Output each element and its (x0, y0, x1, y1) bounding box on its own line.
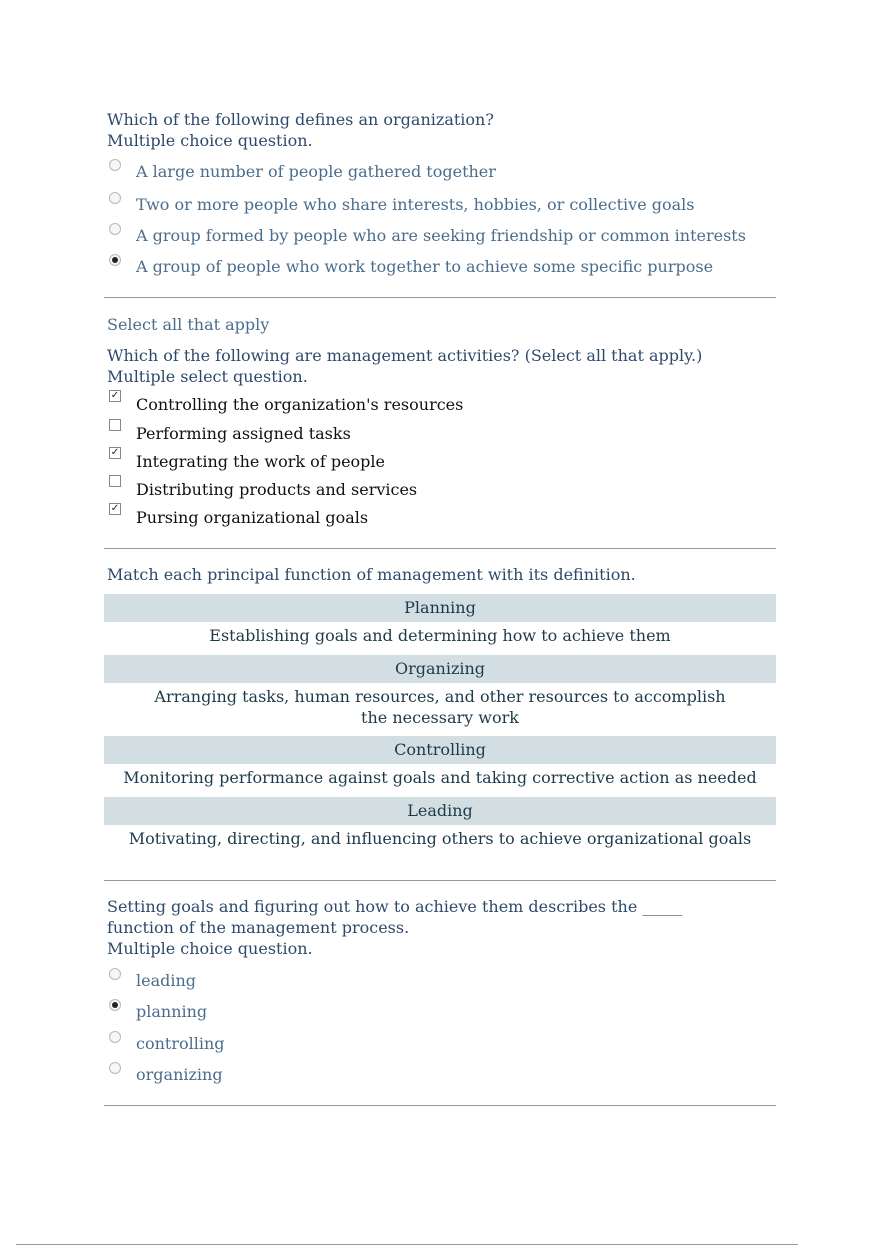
term-leading[interactable]: Leading (104, 797, 776, 825)
question-1 (104, 109, 776, 276)
question-4-type: Multiple choice question. (107, 939, 313, 958)
q2-option-label: Performing assigned tasks (136, 424, 351, 443)
divider (104, 880, 776, 881)
radio-button[interactable] (109, 968, 121, 980)
term-organizing[interactable]: Organizing (104, 655, 776, 683)
select-all-instruction: Select all that apply (107, 315, 270, 334)
divider (104, 548, 776, 549)
matching-table (104, 594, 776, 854)
checkbox-checked[interactable]: ✓ (110, 447, 120, 458)
question-2-type: Multiple select question. (107, 367, 308, 386)
q2-option-label: Controlling the organization's resources (136, 395, 464, 414)
q4-option-label: leading (136, 971, 197, 990)
q2-option-label: Distributing products and services (136, 480, 418, 499)
checkbox-checked[interactable]: ✓ (110, 390, 120, 401)
question-1-type: Multiple choice question. (107, 131, 313, 150)
q1-option-label: Two or more people who share interests, hobbies, or collective goals (136, 195, 695, 214)
q4-option-label: controlling (136, 1034, 225, 1053)
question-1-text: Which of the following defines an organization? (107, 110, 494, 129)
q4-option-label: organizing (136, 1065, 223, 1084)
checkbox-checked[interactable]: ✓ (110, 503, 120, 514)
radio-button[interactable] (109, 159, 121, 171)
radio-button[interactable] (109, 192, 121, 204)
question-4-text: Setting goals and figuring out how to achieve them describes the _____ function of the management process. (107, 897, 683, 937)
definition-controlling: Monitoring performance against goals and taking corrective action as needed (123, 768, 757, 787)
radio-button-selected[interactable] (109, 254, 121, 266)
divider (104, 297, 776, 298)
q4-option-label: planning (136, 1002, 208, 1021)
question-3-text: Match each principal function of management with its definition. (107, 565, 636, 584)
q2-option-label: Pursing organizational goals (136, 508, 369, 527)
question-3 (104, 564, 776, 585)
checkbox[interactable] (109, 475, 121, 487)
definition-organizing: Arranging tasks, human resources, and other resources to accomplish the necessary work (154, 687, 726, 727)
term-controlling[interactable]: Controlling (104, 736, 776, 764)
radio-button-selected[interactable] (109, 999, 121, 1011)
question-2 (104, 314, 776, 527)
question-2-text: Which of the following are management activities? (Select all that apply.) (107, 346, 703, 365)
footer-rule (16, 1244, 798, 1245)
definition-planning: Establishing goals and determining how to achieve them (209, 626, 671, 645)
definition-leading: Motivating, directing, and influencing others to achieve organizational goals (128, 829, 752, 848)
divider (104, 1105, 776, 1106)
q1-option-label: A group formed by people who are seeking friendship or common interests (136, 226, 746, 245)
radio-button[interactable] (109, 223, 121, 235)
q2-option-label: Integrating the work of people (136, 452, 385, 471)
q1-option-label: A group of people who work together to achieve some specific purpose (136, 257, 714, 276)
radio-button[interactable] (109, 1062, 121, 1074)
q1-option-label: A large number of people gathered together (136, 162, 496, 181)
question-4 (104, 896, 776, 1084)
radio-button[interactable] (109, 1031, 121, 1043)
checkbox[interactable] (109, 419, 121, 431)
term-planning[interactable]: Planning (104, 594, 776, 622)
